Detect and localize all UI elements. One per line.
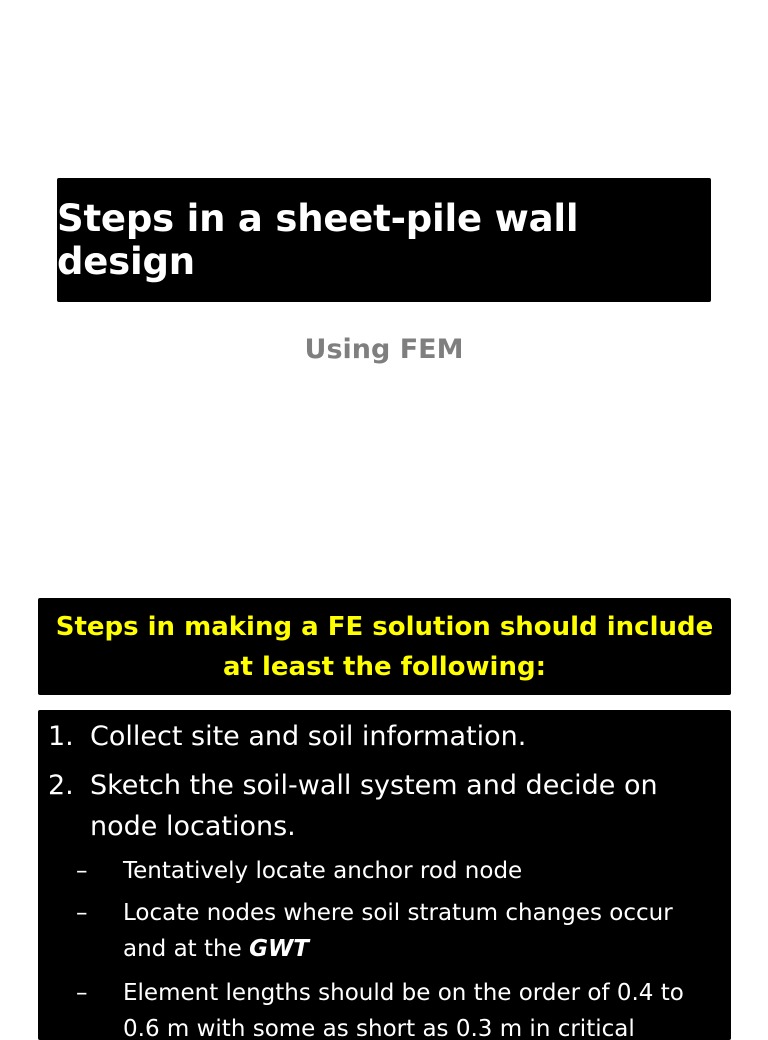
list-item-1 — [48, 716, 718, 757]
sub-item-text: Locate nodes where soil stratum changes occur and at the — [123, 900, 673, 962]
slide-subtitle: Using FEM — [304, 334, 464, 365]
sub-item-3 — [76, 975, 716, 1040]
sub-item-text: Tentatively locate anchor rod node — [123, 858, 523, 884]
section-header-box — [38, 598, 731, 695]
list-text: Collect site and soil information. — [90, 721, 527, 752]
section-header: Steps in making a FE solution should include at least the following: — [55, 611, 714, 682]
dash-bullet: – — [76, 980, 88, 1006]
slide-title: Steps in a sheet-pile wall design — [57, 197, 579, 283]
content-box — [38, 710, 731, 1040]
slide-title-box — [57, 178, 711, 302]
dash-bullet: – — [76, 900, 88, 926]
sub-item-text-wrap — [76, 895, 716, 967]
list-text: Sketch the soil-wall system and decide on node locations. — [90, 770, 658, 842]
list-number: 1. — [48, 721, 74, 752]
dash-bullet: – — [76, 858, 88, 884]
list-item-2 — [48, 765, 718, 847]
gwt-emphasis: GWT — [249, 936, 309, 962]
sub-item-1 — [76, 853, 716, 889]
sub-item-text: Element lengths should be on the order of 0.4 to 0.6 m with some as short as 0.3 m in critical — [123, 980, 684, 1040]
list-number: 2. — [48, 770, 74, 801]
sub-item-2 — [76, 895, 716, 967]
